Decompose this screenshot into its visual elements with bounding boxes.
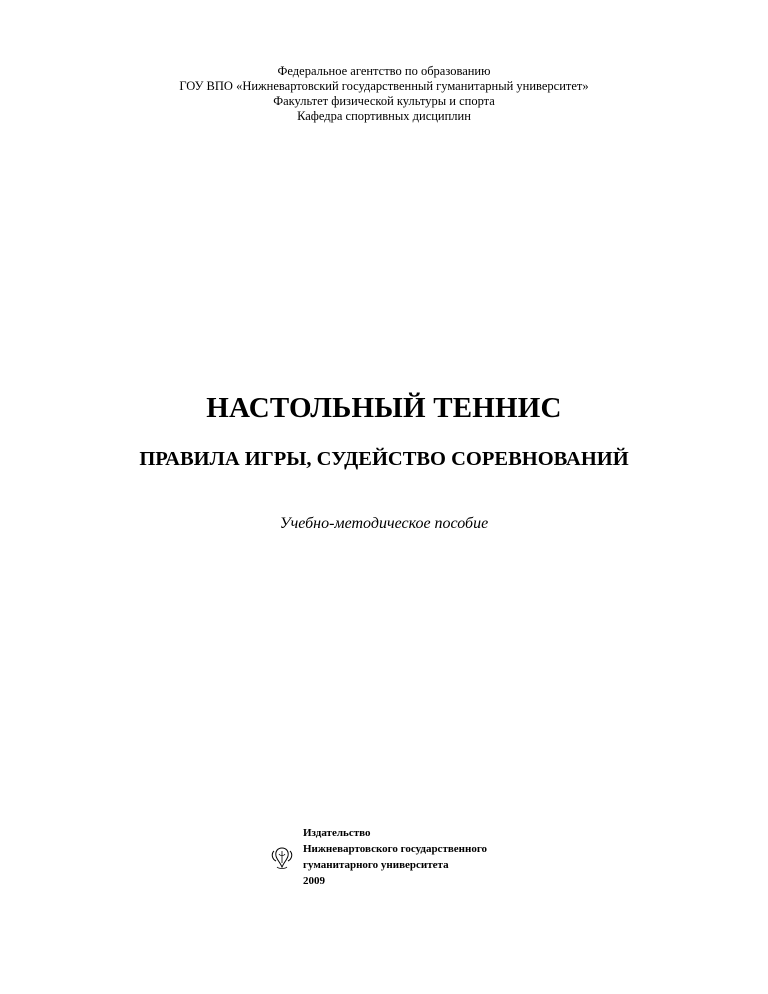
publisher-block (270, 825, 570, 905)
document-type: Учебно-методическое пособие (279, 515, 489, 532)
document-subtitle: ПРАВИЛА ИГРЫ, СУДЕЙСТВО СОРЕВНОВАНИЙ (139, 448, 629, 470)
publisher-line-name-cont: гуманитарного университета (303, 859, 449, 871)
publisher-text (303, 825, 487, 889)
publisher-line-house: Издательство (303, 827, 371, 839)
institution-header (0, 64, 768, 124)
document-title: НАСТОЛЬНЫЙ ТЕННИС (206, 392, 562, 424)
header-line-university: ГОУ ВПО «Нижневартовский государственный гуманитарный университет» (179, 79, 589, 93)
publisher-year: 2009 (303, 875, 325, 887)
header-line-department: Кафедра спортивных дисциплин (297, 109, 471, 123)
header-line-agency: Федеральное агентство по образованию (277, 64, 491, 78)
header-line-faculty: Факультет физической культуры и спорта (273, 94, 495, 108)
university-emblem-icon (270, 845, 294, 871)
publisher-line-name: Нижневартовского государственного (303, 843, 488, 855)
